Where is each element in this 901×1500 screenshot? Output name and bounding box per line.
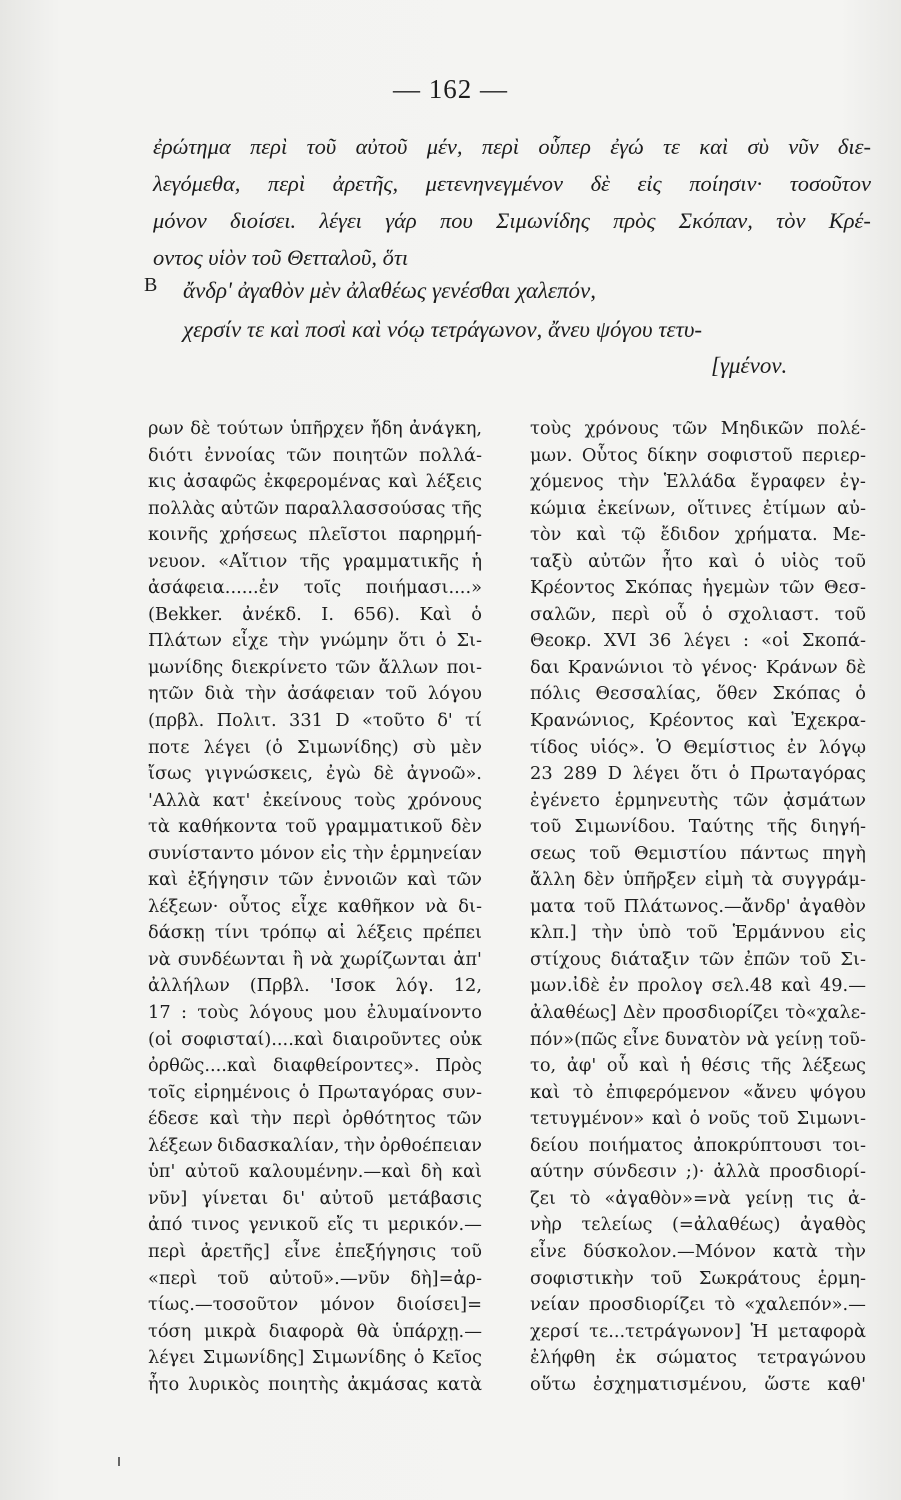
text-line: συνίσταντο μόνον εἰς τὴν ἑρμηνείαν [148,842,482,864]
text-line: τὸν καὶ τῷ ἔδιδον χρήματα. Με- [530,524,866,546]
text-line: μωνίδης διεκρίνετο τῶν ἄλλων ποι- [148,656,482,678]
text-line: κλπ.] τὴν ὑπὸ τοῦ Ἑρμάννου εἰς [530,922,866,944]
verse-line-1 [183,272,901,309]
verse-line-text: ἄνδρ' ἀγαθὸν μὲν ἀλαθέως γενέσθαι χαλεπόν, [183,278,596,303]
text-line: ἀλαθέως] Δὲν προσδιορίζει τὸ«χαλε- [530,1002,866,1024]
text-line: νὰ συνδέωνται ἢ νὰ χωρίζωνται ἀπ' [148,948,482,970]
text-line: ρων δὲ τούτων ὑπῆρχεν ἤδη ἀνάγκη, [148,418,482,439]
text-line: δείου ποιήματος ἀποκρύπτουσι τοι- [530,1134,866,1156]
commentary-left-column [148,416,482,1398]
text-line: Πλάτων εἶχε τὴν γνώμην ὅτι ὁ Σι- [148,630,482,652]
text-line: ἀλλήλων (Πρβλ. 'Ισοκ λόγ. 12, [148,975,482,997]
text-line: ἦτο λυρικὸς ποιητὴς ἀκμάσας κατὰ [148,1373,482,1395]
text-line: λέξεων διδασκαλίαν, τὴν ὀρθοέπειαν [148,1134,482,1156]
text-line: τετυγμένον» καὶ ὁ νοῦς τοῦ Σιμωνι- [530,1108,866,1130]
text-line: ἄλλη δὲν ὑπῆρξεν εἰμὴ τὰ συγγράμ- [530,869,866,891]
text-line: λέξεων· οὗτος εἶχε καθῆκον νὰ δι- [148,895,482,917]
text-line: σαλῶν, περὶ οὗ ὁ σχολιαστ. τοῦ [530,603,866,625]
text-line: κώμια ἐκείνων, οἵτινες ἐτίμων αὐ- [530,497,866,519]
text-line: ἴσως γιγνώσκεις, ἐγὼ δὲ ἀγνοῶ». [148,763,482,785]
text-line: οντος υἱὸν τοῦ Θετταλοῦ, ὅτι [153,245,409,270]
text-line: σεως τοῦ Θεμιστίου πάντως πηγὴ [530,842,866,864]
text-line: ἀπό τινος γενικοῦ εἴς τι μερικόν.— [148,1214,482,1236]
text-line: ποτε λέγει (ὁ Σιμωνίδης) σὺ μὲν [148,736,482,758]
text-line: πολλὰς αὐτῶν παραλλασσούσας τῆς [148,497,482,519]
text-line: 'Αλλὰ κατ' ἐκείνους τοὺς χρόνους [148,789,482,811]
page-mark [118,1457,120,1466]
text-line: στίχους διάταξιν τῶν ἐπῶν τοῦ Σι- [530,948,866,970]
text-line: λέγει Σιμωνίδης] Σιμωνίδης ὁ Κεῖος [148,1347,482,1369]
text-line: οὕτω ἐσχηματισμένου, ὥστε καθ' [530,1373,866,1395]
text-line: (Bekker. ἀνέκδ. I. 656). Καὶ ὁ [148,603,482,625]
text-line: πόν»(πῶς εἶνε δυνατὸν νὰ γείνῃ τοῦ- [530,1028,866,1050]
text-line: μων.ἰδὲ ἐν προλογ σελ.48 καὶ 49.— [530,975,866,997]
text-line: δάσκῃ τίνι τρόπῳ αἱ λέξεις πρέπει [148,922,482,944]
text-line: ματα τοῦ Πλάτωνος.—ἄνδρ' ἀγαθὸν [530,895,866,917]
text-line: τοῦ Σιμωνίδου. Ταύτης τῆς διηγή- [530,816,866,838]
text-line: νὴρ τελείως (=ἀλαθέως) ἀγαθὸς [530,1214,866,1236]
text-line: χόμενος τὴν Ἑλλάδα ἔγραφεν ἐγ- [530,471,866,493]
text-line: αύτην σύνδεσιν ;)· ἀλλὰ προσδιορί- [530,1161,866,1183]
page-number: — 162 — [393,74,508,104]
text-line: καὶ τὸ ἐπιφερόμενον «ἄνευ ψόγου [530,1081,866,1103]
text-line: τίως.—τοσοῦτον μόνον διοίσει]= [148,1294,482,1316]
text-line: μων. Οὗτος δίκην σοφιστοῦ περιερ- [530,444,866,466]
text-line: περὶ ἀρετῆς] εἶνε ἐπεξήγησις τοῦ [148,1240,482,1262]
text-line: κις ἀσαφῶς ἐκφερομένας καὶ λέξεις [148,471,482,493]
text-line: ἐρώτημα περὶ τοῦ αὐτοῦ μέν, περὶ οὗπερ ἐγώ τε καὶ σὺ νῦν διε- [153,134,871,159]
text-line: μόνον διοίσει. λέγει γάρ που Σιμωνίδης πρὸς Σκόπαν, τὸν Κρέ- [153,208,871,233]
text-line: κοινῆς χρήσεως πλεῖστοι παρηρμή- [148,524,482,546]
text-line: χερσί τε...τετράγωνον] Ἡ μεταφορὰ [530,1320,866,1342]
text-line: ἐγένετο ἑρμηνευτὴς τῶν ᾀσμάτων [530,789,866,811]
verse-line-3 [711,347,901,384]
text-line: δαι Κρανώνιοι τὸ γένος· Κράνων δὲ [530,656,866,678]
text-line: ταξὺ αὐτῶν ἦτο καὶ ὁ υἱὸς τοῦ [530,550,866,572]
text-line: ητῶν διὰ τὴν ἀσάφειαν τοῦ λόγου [148,683,482,705]
text-line: το, ἀφ' οὗ καὶ ἡ θέσις τῆς λέξεως [530,1055,866,1077]
text-line: Θεοκρ. XVI 36 λέγει : «οἱ Σκοπά- [530,630,866,652]
text-line: (οἱ σοφισταί)....καὶ διαιροῦντες οὐκ [148,1028,482,1050]
text-line: νείαν προσδιορίζει τὸ «χαλεπόν».— [530,1294,866,1316]
text-line: «περὶ τοῦ αὐτοῦ».—νῦν δὴ]=ἀρ- [148,1267,482,1289]
text-line: 17 : τοὺς λόγους μου ἐλυμαίνοντο [148,1002,482,1024]
text-line: έδεσε καὶ τὴν περὶ ὀρθότητος τῶν [148,1108,482,1130]
commentary-right-column [530,416,866,1398]
text-line: τόση μικρὰ διαφορὰ θὰ ὑπάρχῃ.— [148,1320,482,1342]
verse-line-text: χερσίν τε καὶ ποσὶ καὶ νόῳ τετράγωνον, ἄνευ ψόγου τετυ- [183,317,703,342]
text-line: Κρέοντος Σκόπας ἡγεμὼν τῶν Θεσ- [530,577,866,599]
text-line: νῦν] γίνεται δι' αὐτοῦ μετάβασις [148,1187,482,1209]
text-line: τίδος υἱός». Ὁ Θεμίστιος ἐν λόγῳ [530,736,866,758]
verse-line-text: [γμένον. [711,353,788,378]
verse-line-2 [183,311,901,348]
text-line: ὑπ' αὐτοῦ καλουμένην.—καὶ δὴ καὶ [148,1161,482,1183]
text-line: Κρανώνιος, Κρέοντος καὶ Ἐχεκρα- [530,710,866,732]
text-line: τὰ καθήκοντα τοῦ γραμματικοῦ δὲν [148,816,482,838]
text-line: ἐλήφθη ἐκ σώματος τετραγώνου [530,1347,866,1369]
text-line: σοφιστικὴν τοῦ Σωκράτους ἑρμη- [530,1267,866,1289]
main-dialogue-text [153,128,871,276]
text-line: ὀρθῶς....καὶ διαφθείροντες». Πρὸς [148,1055,482,1077]
text-line: ζει τὸ «ἀγαθὸν»=νὰ γείνῃ τις ἀ- [530,1187,866,1209]
text-line: (πρβλ. Πολιτ. 331 D «τοῦτο δ' τί [148,710,482,732]
text-line: λεγόμεθα, περὶ ἀρετῆς, μετενηνεγμένον δὲ εἰς ποίησιν· τοσοῦτον [153,171,871,196]
text-line: 23 289 D λέγει ὅτι ὁ Πρωταγόρας [530,763,866,785]
text-line: νευον. «Αἴτιον τῆς γραμματικῆς ἡ [148,550,482,572]
text-line: εἶνε δύσκολον.—Μόνον κατὰ τὴν [530,1240,866,1262]
text-line: τοὺς χρόνους τῶν Μηδικῶν πολέ- [530,418,866,439]
text-line: πόλις Θεσσαλίας, ὅθεν Σκόπας ὁ [530,683,866,705]
stephanus-section-marker: B [144,274,158,296]
text-line: καὶ ἐξήγησιν τῶν ἐννοιῶν καὶ τῶν [148,869,482,891]
text-line: διότι ἐννοίας τῶν ποιητῶν πολλά- [148,444,482,466]
text-line: ἀσάφεια......ἐν τοῖς ποιήμασι....» [148,577,482,599]
text-line: τοῖς εἰρημένοις ὁ Πρωταγόρας συν- [148,1081,482,1103]
